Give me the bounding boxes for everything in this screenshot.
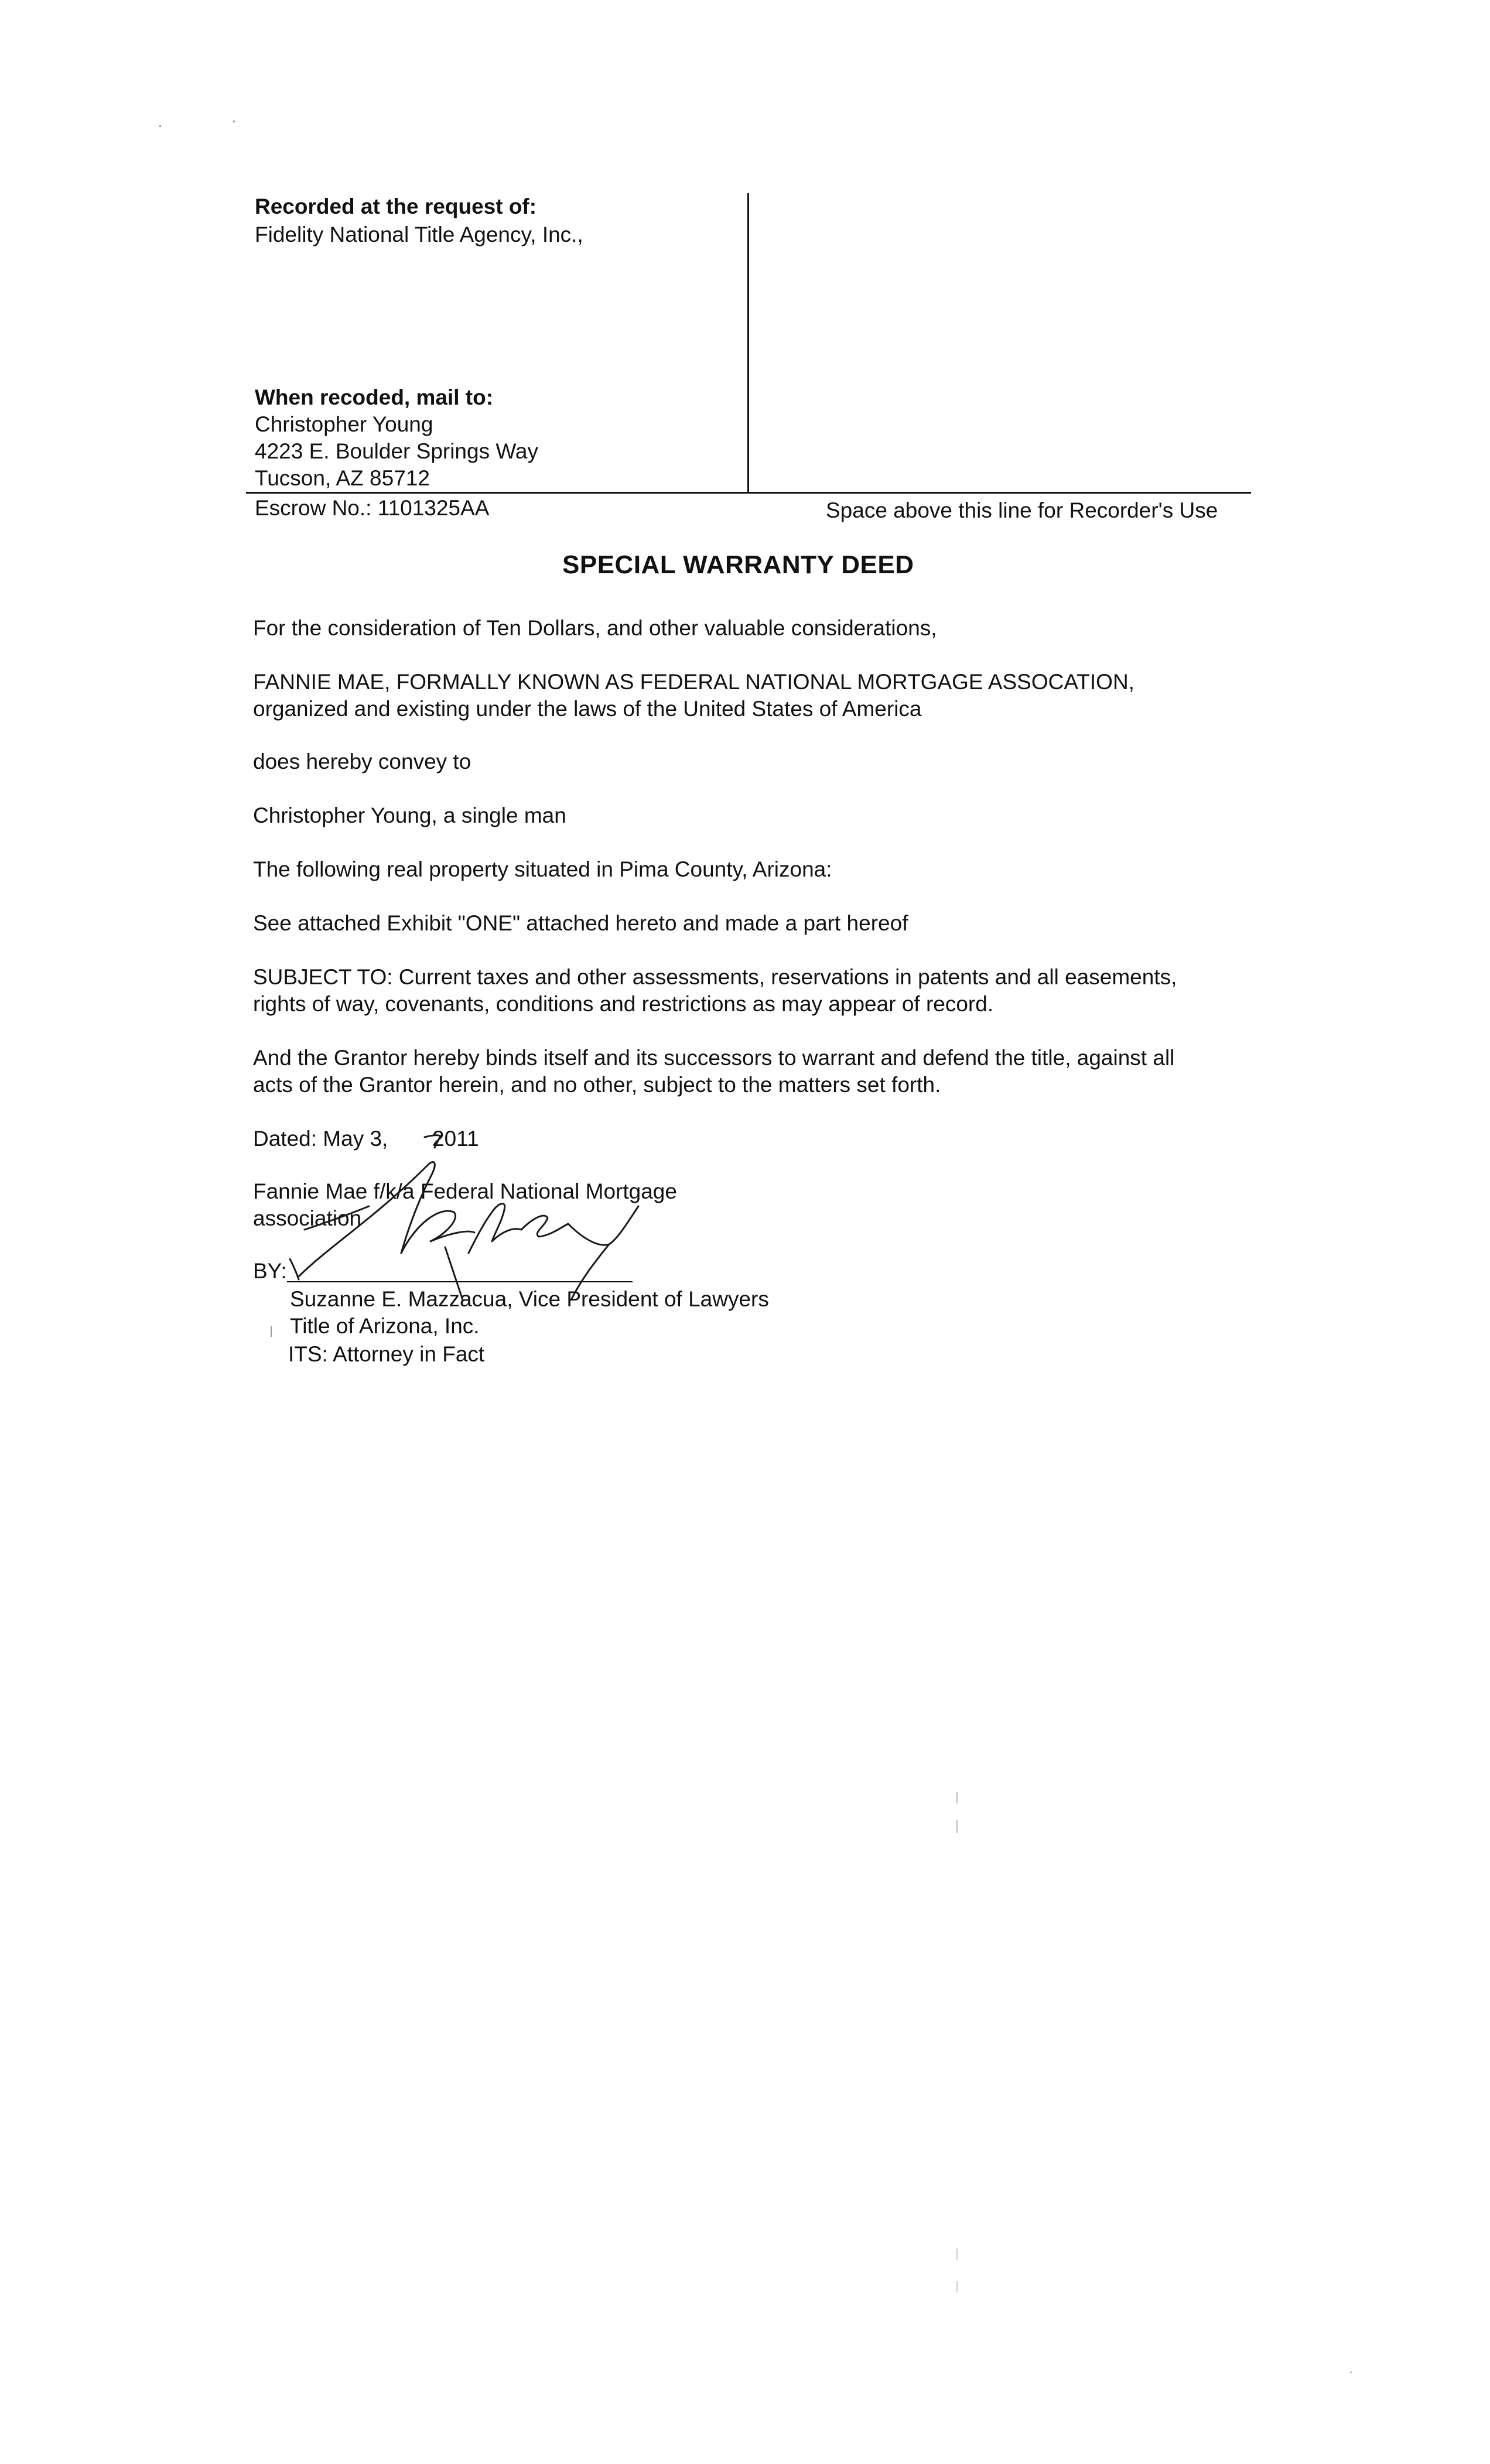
grantor-name: FANNIE MAE, FORMALLY KNOWN AS FEDERAL NATIONAL MORTGAGE ASSOCATION, [253,670,1134,694]
consideration-text: For the consideration of Ten Dollars, and other valuable considerations, [253,616,937,640]
subject-to-line2: rights of way, covenants, conditions and restrictions as may appear of record. [253,992,994,1016]
grantee-name: Christopher Young, a single man [253,803,566,827]
scan-speck [233,121,235,122]
mail-to-city: Tucson, AZ 85712 [255,466,430,490]
scan-speck [956,1820,958,1833]
convey-text: does hereby convey to [253,750,471,774]
scan-speck [956,2249,958,2260]
grantor-entity-line2: association [253,1206,362,1230]
signature-stroke [571,1244,609,1300]
subject-to-line1: SUBJECT TO: Current taxes and other assessments, reservations in patents and all easements, [253,965,1177,989]
escrow-number: Escrow No.: 1101325AA [255,496,490,520]
scan-speck [956,2281,958,2292]
handwritten-signature [281,1130,679,1329]
grantor-description: organized and existing under the laws of the United States of America [253,697,922,721]
signature-stroke [521,1216,568,1237]
deed-title: SPECIAL WARRANTY DEED [562,550,914,579]
exhibit-reference: See attached Exhibit "ONE" attached hereto and made a part hereof [253,911,908,935]
recorded-request-agency: Fidelity National Title Agency, Inc., [255,223,583,247]
signature-stroke [290,1259,299,1279]
mail-to-name: Christopher Young [255,412,433,436]
warranty-line2: acts of the Grantor herein, and no other, subject to the matters set forth. [253,1073,941,1097]
dated-year: 2011 [432,1127,479,1151]
grantor-entity-line1: Fannie Mae f/k/a Federal National Mortgage [253,1179,677,1203]
by-label: BY: [253,1259,287,1283]
signature-stroke [299,1162,435,1277]
signature-stroke [425,1135,440,1148]
dated-label: Dated: May 3, [253,1127,388,1151]
signer-company: Title of Arizona, Inc. [290,1314,480,1338]
signature-stroke [568,1206,638,1245]
signature-stroke [445,1247,463,1300]
signer-capacity: ITS: Attorney in Fact [288,1342,485,1366]
scan-speck [1350,2371,1352,2373]
recorder-use-note: Space above this line for Recorder's Use [826,498,1218,522]
signature-stroke [469,1203,521,1253]
mail-to-street: 4223 E. Boulder Springs Way [255,439,538,463]
scan-speck [956,1792,958,1803]
warranty-line1: And the Grantor hereby binds itself and its successors to warrant and defend the title, against all [253,1046,1175,1070]
recorder-vertical-divider [747,193,749,492]
scan-speck [271,1326,272,1337]
recorded-request-label: Recorded at the request of: [255,194,537,218]
property-location: The following real property situated in Pima County, Arizona: [253,857,832,881]
mail-to-label: When recoded, mail to: [255,385,494,409]
signer-name: Suzanne E. Mazzacua, Vice President of Lawyers [290,1287,769,1311]
recorder-horizontal-divider [246,492,1251,494]
scan-speck [159,125,161,127]
